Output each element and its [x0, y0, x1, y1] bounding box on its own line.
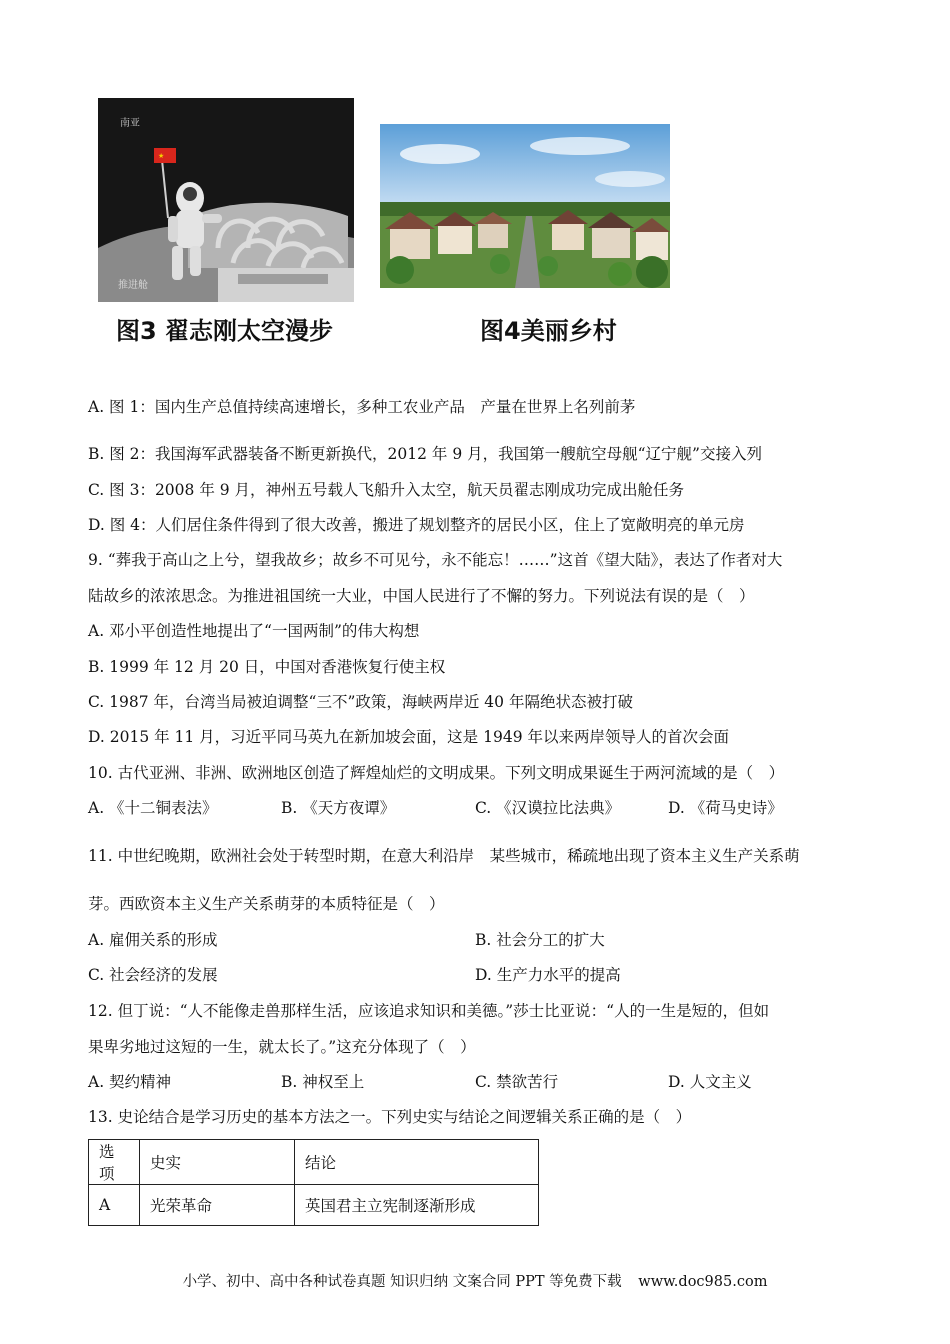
q11-option-d: D. 生产力水平的提高 — [475, 966, 621, 984]
page-footer — [0, 1270, 950, 1291]
q10-option-b: B. 《天方夜谭》 — [281, 799, 396, 817]
q9-option-a: A. 邓小平创造性地提出了“一国两制”的伟大构想 — [88, 622, 420, 640]
q9-option-c: C. 1987 年，台湾当局被迫调整“三不”政策，海峡两岸近 40 年隔绝状态被打破 — [88, 693, 633, 711]
table-cell: 英国君主立宪制逐渐形成 — [295, 1185, 539, 1226]
q10-option-a: A. 《十二铜表法》 — [88, 799, 218, 817]
q11-stem-line-1: 11. 中世纪晚期，欧洲社会处于转型时期，在意大利沿岸 某些城市，稀疏地出现了资本主义生产关系萌 — [88, 847, 800, 865]
table-cell: 光荣革命 — [140, 1185, 295, 1226]
footer-text: 小学、初中、高中各种试卷真题 知识归纳 文案合同 PPT 等免费下载 — [182, 1274, 622, 1290]
table-header-cell: 史实 — [140, 1140, 295, 1185]
q8-option-b: B. 图 2：我国海军武器装备不断更新换代，2012 年 9 月，我国第一艘航空母舰“辽宁舰”交接入列 — [88, 445, 762, 463]
q8-option-d: D. 图 4：人们居住条件得到了很大改善，搬进了规划整齐的居民小区，住上了宽敞明亮的单元房 — [88, 516, 745, 534]
q11-option-c: C. 社会经济的发展 — [88, 966, 218, 984]
table-header-cell: 选项 — [89, 1140, 140, 1185]
svg-text:★: ★ — [158, 152, 165, 160]
q12-stem-line-2: 果卑劣地过这短的一生，就太长了。”这充分体现了（ ） — [88, 1038, 476, 1056]
table-row — [89, 1185, 539, 1226]
q9-stem-line-2: 陆故乡的浓浓思念。为推进祖国统一大业，中国人民进行了不懈的努力。下列说法有误的是（ ） — [88, 587, 755, 605]
figure-3-spacewalk-photo — [98, 98, 354, 302]
q12-option-d: D. 人文主义 — [668, 1073, 752, 1091]
q11-option-b: B. 社会分工的扩大 — [475, 931, 605, 949]
q10-stem: 10. 古代亚洲、非洲、欧洲地区创造了辉煌灿烂的文明成果。下列文明成果诞生于两河流域的是（ ） — [88, 764, 785, 782]
q12-option-b: B. 神权至上 — [281, 1073, 365, 1091]
q12-stem-line-1: 12. 但丁说：“人不能像走兽那样生活，应该追求知识和美德。”莎士比亚说：“人的一生是短的，但如 — [88, 1002, 770, 1020]
q12-option-a: A. 契约精神 — [88, 1073, 172, 1091]
q9-option-d: D. 2015 年 11 月，习近平同马英九在新加坡会面，这是 1949 年以来两岸领导人的首次会面 — [88, 728, 729, 746]
figure-4-caption: 图4美丽乡村 — [480, 317, 617, 345]
table-header-row — [89, 1140, 539, 1185]
figure-4-village-photo — [380, 124, 670, 288]
q8-option-c: C. 图 3：2008 年 9 月，神州五号载人飞船升入太空，航天员翟志刚成功完成出舱任务 — [88, 481, 685, 499]
q9-stem-line-1: 9. “葬我于高山之上兮，望我故乡；故乡不可见兮，永不能忘！……”这首《望大陆》，表达了作者对大 — [88, 551, 783, 569]
table-header-cell: 结论 — [295, 1140, 539, 1185]
q13-facts-table — [88, 1139, 539, 1226]
q10-option-d: D. 《荷马史诗》 — [668, 799, 783, 817]
table-cell: A — [89, 1185, 140, 1226]
figure-3-caption: 图3 翟志刚太空漫步 — [116, 317, 334, 345]
q12-option-c: C. 禁欲苦行 — [475, 1073, 559, 1091]
q8-option-a: A. 图 1：国内生产总值持续高速增长，多种工农业产品 产量在世界上名列前茅 — [88, 398, 636, 416]
q10-option-c: C. 《汉谟拉比法典》 — [475, 799, 621, 817]
footer-url-link[interactable]: www.doc985.com — [638, 1274, 768, 1290]
village-illustration — [380, 124, 670, 288]
q11-stem-line-2: 芽。西欧资本主义生产关系萌芽的本质特征是（ ） — [88, 895, 445, 913]
q9-option-b: B. 1999 年 12 月 20 日，中国对香港恢复行使主权 — [88, 658, 446, 676]
figure-3-overlay-label-top: 南亚 — [120, 118, 140, 129]
q13-stem: 13. 史论结合是学习历史的基本方法之一。下列史实与结论之间逻辑关系正确的是（ ） — [88, 1108, 692, 1126]
q11-option-a: A. 雇佣关系的形成 — [88, 931, 218, 949]
figure-3-overlay-label-bottom: 推进舱 — [118, 280, 148, 291]
